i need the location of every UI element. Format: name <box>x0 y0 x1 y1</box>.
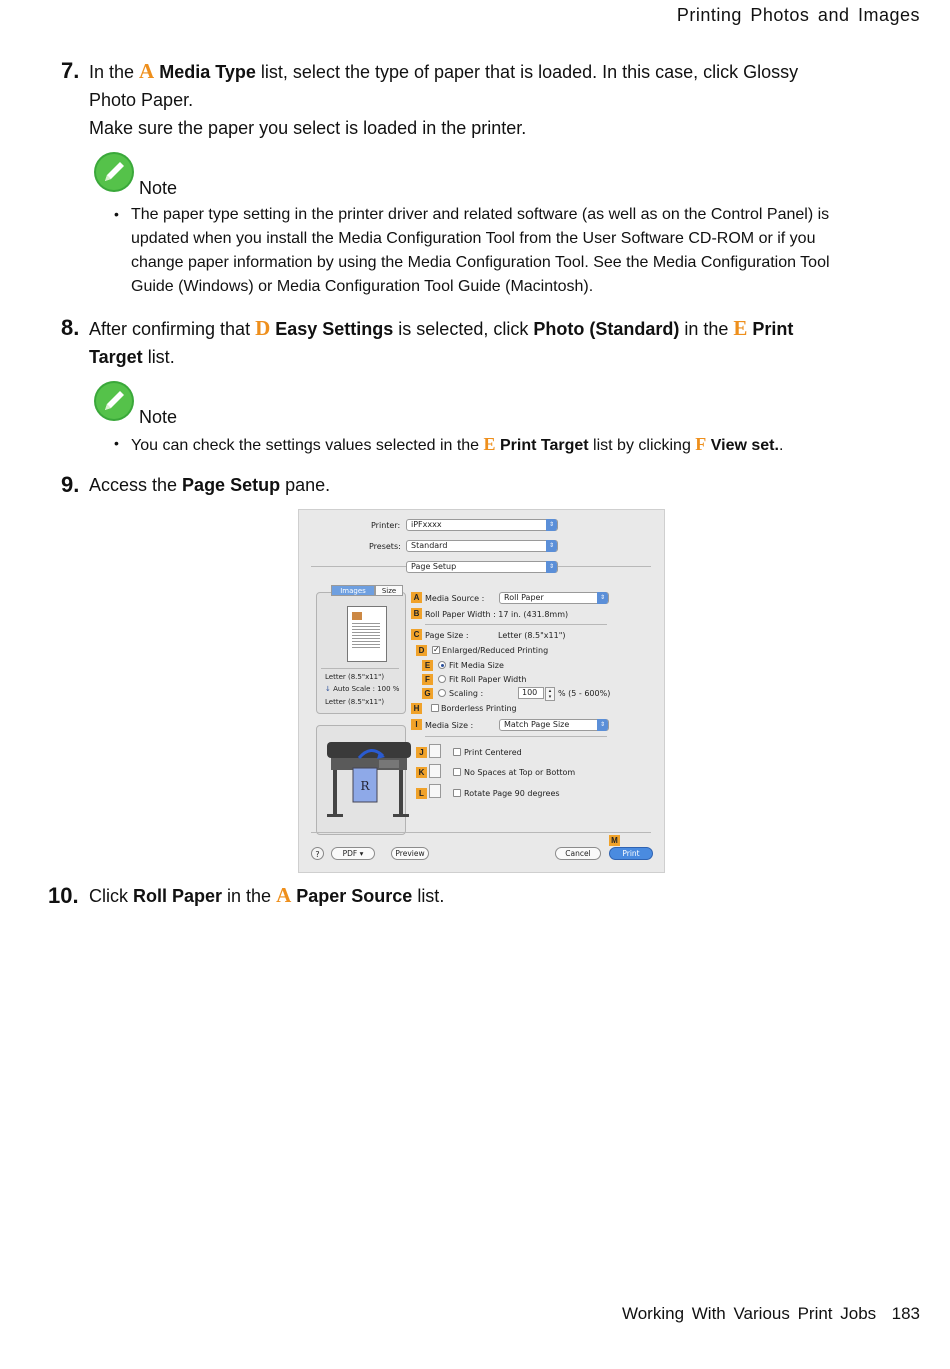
updown-arrow-icon: ⇕ <box>597 592 608 604</box>
step-8-text-pre: After confirming that <box>89 319 256 339</box>
note-1-label: Note <box>139 178 178 198</box>
media-source-label: Media Source : <box>425 594 485 603</box>
divider <box>321 668 399 669</box>
tag-b: B <box>411 608 422 619</box>
tag-i: I <box>411 719 422 730</box>
no-spaces-icon <box>429 764 441 778</box>
step-7-bold: Media Type <box>154 62 256 82</box>
media-size-value: Match Page Size <box>504 720 570 729</box>
tag-a: A <box>411 592 422 603</box>
step-9-text-pre: Access the <box>89 475 183 495</box>
page-thumbnail <box>347 606 387 662</box>
page-size-value: Letter (8.5"x11") <box>498 631 566 640</box>
preview-info-scale: Auto Scale : 100 % <box>333 685 400 693</box>
enlarged-checkbox[interactable]: ✓ <box>433 645 440 654</box>
step-8-letter-e: E <box>733 316 748 340</box>
note-2-text-pre: You can check the settings values selected in the <box>131 437 484 454</box>
scaling-stepper[interactable]: ▴ ▾ <box>545 687 555 701</box>
step-8-text-mid: is selected, click <box>393 319 534 339</box>
scaling-range: % (5 - 600%) <box>558 689 611 698</box>
step-7-line-1 <box>89 57 798 86</box>
media-source-value: Roll Paper <box>504 593 544 602</box>
svg-text:R: R <box>360 779 370 793</box>
pane-select[interactable] <box>406 561 558 573</box>
borderless-checkbox[interactable] <box>431 704 439 712</box>
printer-value: iPFxxxx <box>411 520 442 529</box>
print-centered-icon <box>429 744 441 758</box>
tag-g: G <box>422 688 433 699</box>
note-1-line: change paper information by using the Media Configuration Tool. See the Media Configuration Tool <box>131 254 830 271</box>
printer-illustration <box>319 730 419 832</box>
step-7-line-2: Photo Paper. <box>89 90 194 110</box>
step-8-number: 8. <box>61 315 80 340</box>
step-9-text-post: pane. <box>280 475 331 495</box>
step-8-bold-photo-standard: Photo (Standard) <box>533 319 680 339</box>
tag-m: M <box>609 835 620 846</box>
updown-arrow-icon: ⇕ <box>597 719 608 731</box>
borderless-label: Borderless Printing <box>441 704 517 713</box>
note-2-text <box>131 432 783 458</box>
step-10-bold-roll-paper: Roll Paper <box>133 886 223 906</box>
note-2-text-post: . <box>778 437 784 454</box>
cancel-button[interactable]: Cancel <box>555 847 601 860</box>
fit-roll-label: Fit Roll Paper Width <box>449 675 527 684</box>
media-source-select[interactable] <box>499 592 609 604</box>
step-10-line-1 <box>89 881 444 910</box>
step-7-number: 7. <box>61 58 80 83</box>
fit-media-label: Fit Media Size <box>449 661 504 670</box>
step-8-bold-target: Target <box>89 347 143 367</box>
step-8-line-1 <box>89 314 793 343</box>
enlarged-label: Enlarged/Reduced Printing <box>442 646 549 655</box>
note-2-bold-print-target: Print Target <box>495 437 589 454</box>
step-8-text-list: list. <box>142 347 175 367</box>
presets-value: Standard <box>411 541 448 550</box>
note-1-text <box>131 203 830 299</box>
step-8-text-mid-2: in the <box>679 319 734 339</box>
step-10-bold-paper-source: Paper Source <box>291 886 413 906</box>
scaling-radio[interactable] <box>438 689 446 697</box>
running-header: Printing Photos and Images <box>676 5 920 25</box>
print-centered-checkbox[interactable] <box>453 748 461 756</box>
tab-size[interactable]: Size <box>375 585 403 596</box>
step-10-letter-a: A <box>276 883 292 907</box>
preview-info-line: Letter (8.5"x11") <box>325 698 385 706</box>
tag-h: H <box>411 703 422 714</box>
step-10-text-pre: Click <box>89 886 133 906</box>
running-footer <box>622 1304 920 1324</box>
step-8-letter-d: D <box>255 316 271 340</box>
thumbnail-image <box>352 612 362 620</box>
step-7-letter-a: A <box>139 59 155 83</box>
tag-j: J <box>416 747 427 758</box>
printer-label: Printer: <box>371 521 401 530</box>
updown-arrow-icon: ⇕ <box>546 540 557 552</box>
step-9-line-1 <box>89 471 330 499</box>
fit-media-radio[interactable] <box>438 661 446 669</box>
tag-k: K <box>416 767 427 778</box>
media-size-label: Media Size : <box>425 721 474 730</box>
preview-info-line: Letter (8.5"x11") <box>325 673 385 681</box>
step-7-text-pre: In the <box>89 62 140 82</box>
divider <box>425 736 607 737</box>
scaling-input[interactable]: 100 <box>518 687 544 699</box>
preview-info-line <box>325 685 399 693</box>
page-size-label: Page Size : <box>425 631 469 640</box>
step-9-bold-page-setup: Page Setup <box>182 475 281 495</box>
down-arrow-icon: ↓ <box>325 685 334 693</box>
divider <box>425 624 607 625</box>
step-7-text-post: list, select the type of paper that is loaded. In this case, click Glossy <box>255 62 799 82</box>
note-2-bold-view-set: View set. <box>706 437 779 454</box>
pane-value: Page Setup <box>411 562 457 571</box>
media-size-select[interactable] <box>499 719 609 731</box>
fit-roll-radio[interactable] <box>438 675 446 683</box>
presets-select[interactable] <box>406 540 558 552</box>
thumbnail-lines <box>352 623 380 624</box>
tag-d: D <box>416 645 427 656</box>
updown-arrow-icon: ⇕ <box>546 561 557 573</box>
divider <box>311 832 651 833</box>
tab-images[interactable]: Images <box>331 585 375 596</box>
step-9-number: 9. <box>61 472 80 497</box>
preview-button[interactable]: Preview <box>391 847 429 860</box>
note-1-line: Guide (Windows) or Media Configuration Tool Guide (Macintosh). <box>131 278 594 295</box>
note-1-bullet: • <box>114 206 119 222</box>
step-7-line-3: Make sure the paper you select is loaded in the printer. <box>89 118 527 138</box>
page-number: 183 <box>891 1304 920 1323</box>
note-2-label: Note <box>139 407 178 427</box>
tag-e: E <box>422 660 433 671</box>
rotate-checkbox[interactable] <box>453 789 461 797</box>
roll-paper-width: Roll Paper Width : 17 in. (431.8mm) <box>425 610 569 619</box>
note-1-line: updated when you install the Media Configuration Tool from the User Software CD-ROM or if you <box>131 230 816 247</box>
note-1-line: The paper type setting in the printer driver and related software (as well as on the Control Panel) is <box>131 206 830 223</box>
printer-select[interactable] <box>406 519 558 531</box>
tag-f: F <box>422 674 433 685</box>
tag-l: L <box>416 788 427 799</box>
print-button[interactable]: Print <box>609 847 653 860</box>
no-spaces-checkbox[interactable] <box>453 768 461 776</box>
note-pencil-icon <box>93 151 135 198</box>
note-2-letter-f: F <box>695 434 707 454</box>
note-2-text-mid: list by clicking <box>588 437 696 454</box>
print-dialog-screenshot <box>298 509 665 873</box>
rotate-label: Rotate Page 90 degrees <box>464 789 560 798</box>
tag-c: C <box>411 629 422 640</box>
no-spaces-label: No Spaces at Top or Bottom <box>464 768 576 777</box>
pdf-button[interactable]: PDF ▾ <box>331 847 375 860</box>
step-8-bold-print: Print <box>747 319 794 339</box>
footer-text: Working With Various Print Jobs <box>621 1304 877 1323</box>
scaling-label: Scaling : <box>449 689 484 698</box>
rotate-page-icon <box>429 784 441 798</box>
note-2-bullet: • <box>114 435 119 451</box>
step-10-number: 10. <box>48 883 79 908</box>
presets-label: Presets: <box>369 542 401 551</box>
updown-arrow-icon: ⇕ <box>546 519 557 531</box>
step-8-bold-easy-settings: Easy Settings <box>270 319 394 339</box>
step-10-text-post: list. <box>412 886 445 906</box>
note-2-letter-e: E <box>483 434 496 454</box>
step-10-text-mid: in the <box>222 886 277 906</box>
help-button[interactable]: ? <box>311 847 324 860</box>
note-pencil-icon <box>93 380 135 427</box>
step-8-line-2 <box>89 343 175 371</box>
print-centered-label: Print Centered <box>464 748 522 757</box>
